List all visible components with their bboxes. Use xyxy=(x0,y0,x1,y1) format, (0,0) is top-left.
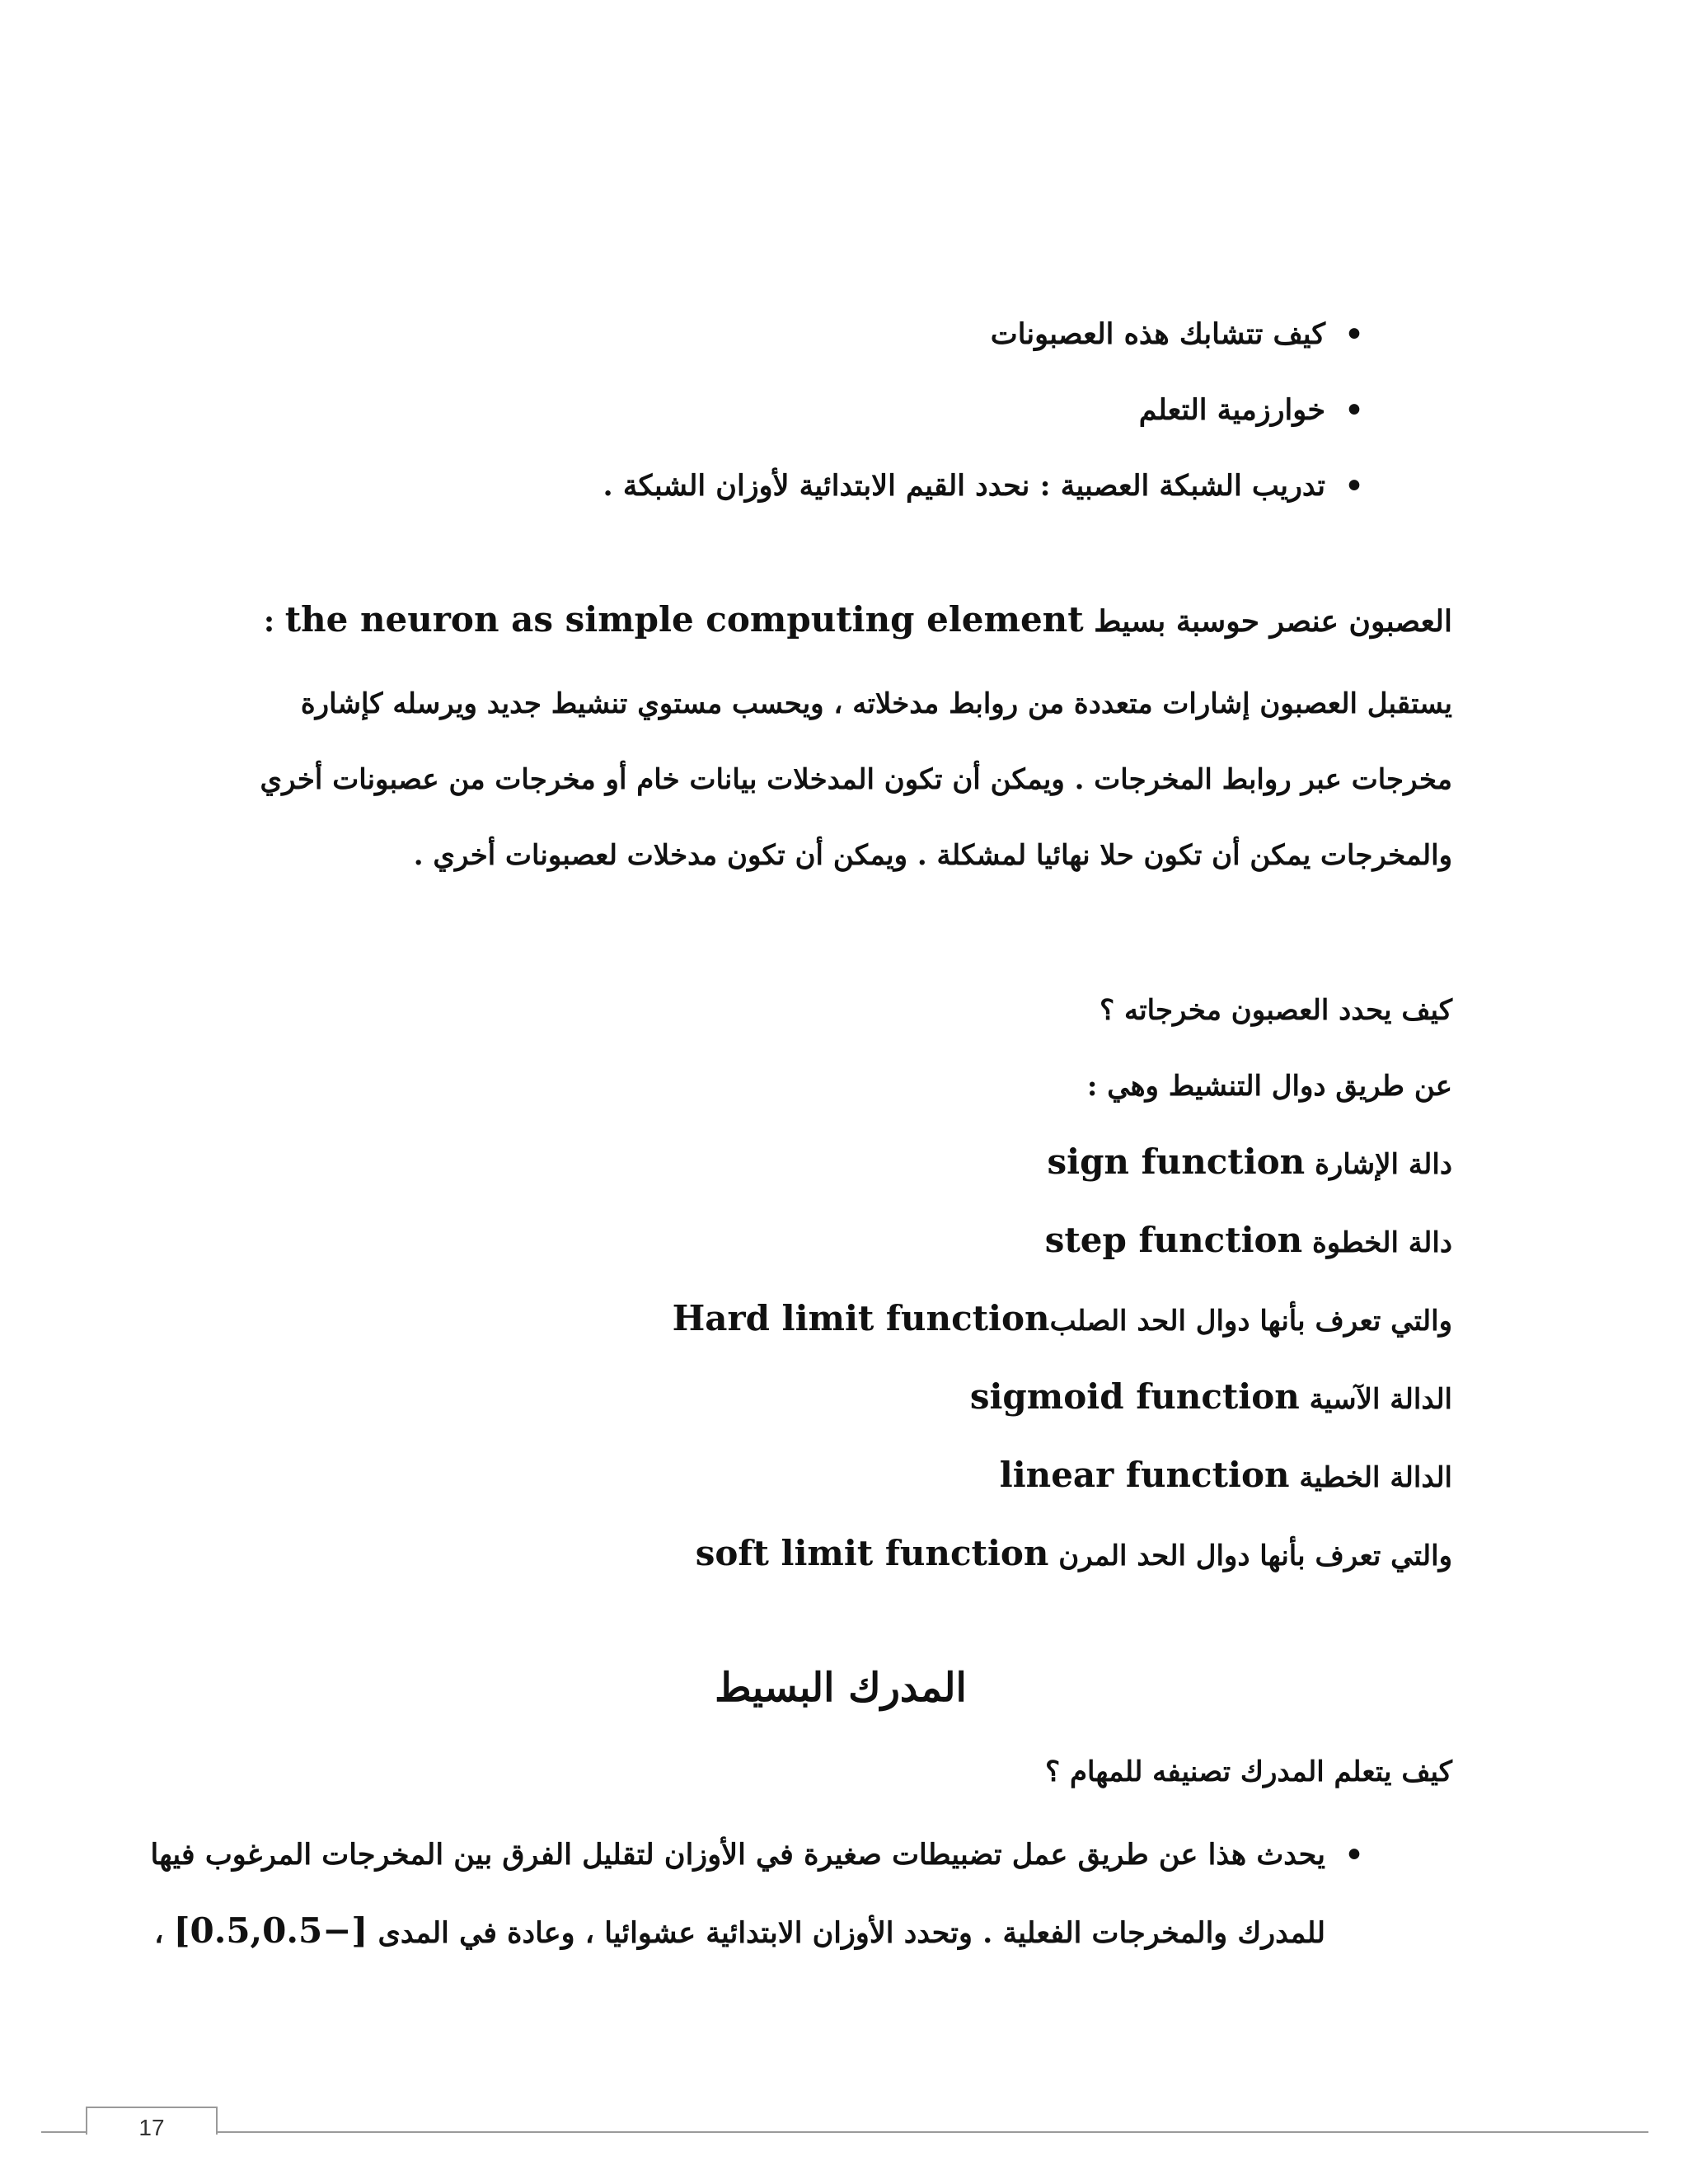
list-item xyxy=(577,448,1367,524)
function-english: linear function xyxy=(999,1455,1290,1495)
bullet-icon: • xyxy=(1344,393,1364,428)
function-english: sign function xyxy=(1047,1141,1306,1182)
neuron-heading-english: the neuron as simple computing element xyxy=(284,599,1084,640)
bullet-text: كيف تتشابك هذه العصبونات xyxy=(990,317,1325,351)
learning-line-2-tail: ، xyxy=(154,1916,164,1950)
function-item-step xyxy=(165,1202,1452,1281)
learning-line-2 xyxy=(154,1893,1325,1971)
function-arabic: دالة الخطوة xyxy=(1311,1226,1452,1259)
paragraph-line: مخرجات عبر روابط المخرجات . ويمكن أن تكون المدخلات بيانات خام أو مخرجات من عصبونات أخري xyxy=(260,763,1452,796)
function-item-sign xyxy=(165,1124,1452,1202)
weight-range: [0.5,0.5−] xyxy=(173,1910,368,1951)
function-english: sigmoid function xyxy=(969,1376,1300,1417)
list-item xyxy=(150,1817,1367,1971)
function-item-linear xyxy=(165,1437,1452,1516)
activation-intro: عن طريق دوال التنشيط وهي : xyxy=(1086,1070,1452,1103)
function-arabic: والتي تعرف بأنها دوال الحد الصلب xyxy=(1049,1305,1452,1338)
bullet-icon: • xyxy=(1344,469,1364,504)
paragraph-line: والمخرجات يمكن أن تكون حلا نهائيا لمشكلة . ويمكن أن تكون مدخلات لعصبونات أخري . xyxy=(413,839,1452,872)
learning-bullet-list xyxy=(150,1817,1367,1971)
page-number: 17 xyxy=(138,2115,165,2140)
function-arabic: دالة الإشارة xyxy=(1315,1148,1452,1181)
neuron-heading-colon: : xyxy=(263,604,275,639)
neuron-heading xyxy=(165,598,1452,644)
footer-divider xyxy=(41,2131,1648,2133)
paragraph-line: يستقبل العصبون إشارات متعددة من روابط مدخلاته ، ويحسب مستوي تنشيط جديد ويرسله كإشارة xyxy=(300,687,1452,720)
function-english: Hard limit function xyxy=(672,1298,1050,1338)
output-question: كيف يحدد العصبون مخرجاته ؟ xyxy=(1100,994,1452,1027)
learning-line-2-text: للمدرك والمخرجات الفعلية . وتحدد الأوزان الابتدائية عشوائيا ، وعادة في المدى xyxy=(377,1916,1325,1950)
neuron-heading-arabic: العصبون عنصر حوسبة بسيط xyxy=(1094,604,1452,639)
intro-bullet-list xyxy=(577,297,1367,524)
bullet-text: خوارزمية التعلم xyxy=(1138,393,1325,427)
activation-functions-section xyxy=(165,972,1452,1594)
bullet-text: تدريب الشبكة العصبية : نحدد القيم الابتدائية لأوزان الشبكة . xyxy=(603,469,1325,503)
bullet-icon: • xyxy=(1344,1838,1364,1872)
function-english: soft limit function xyxy=(695,1533,1049,1573)
function-arabic: الدالة الآسية xyxy=(1309,1383,1452,1416)
function-arabic: والتي تعرف بأنها دوال الحد المرن xyxy=(1058,1540,1452,1572)
function-item-soft-limit xyxy=(165,1516,1452,1594)
bullet-icon: • xyxy=(1344,317,1364,352)
perceptron-title: المدرك البسيط xyxy=(715,1665,967,1711)
list-item xyxy=(577,373,1367,448)
function-arabic: الدالة الخطية xyxy=(1299,1461,1452,1494)
perceptron-question: كيف يتعلم المدرك تصنيفه للمهام ؟ xyxy=(1045,1755,1452,1788)
function-item-hard-limit xyxy=(165,1281,1452,1359)
function-english: step function xyxy=(1044,1220,1303,1260)
neuron-paragraph xyxy=(190,666,1452,893)
list-item xyxy=(577,297,1367,373)
learning-line-1: يحدث هذا عن طريق عمل تضبيطات صغيرة في الأوزان لتقليل الفرق بين المخرجات المرغوب فيها xyxy=(150,1838,1325,1872)
function-item-sigmoid xyxy=(165,1359,1452,1437)
